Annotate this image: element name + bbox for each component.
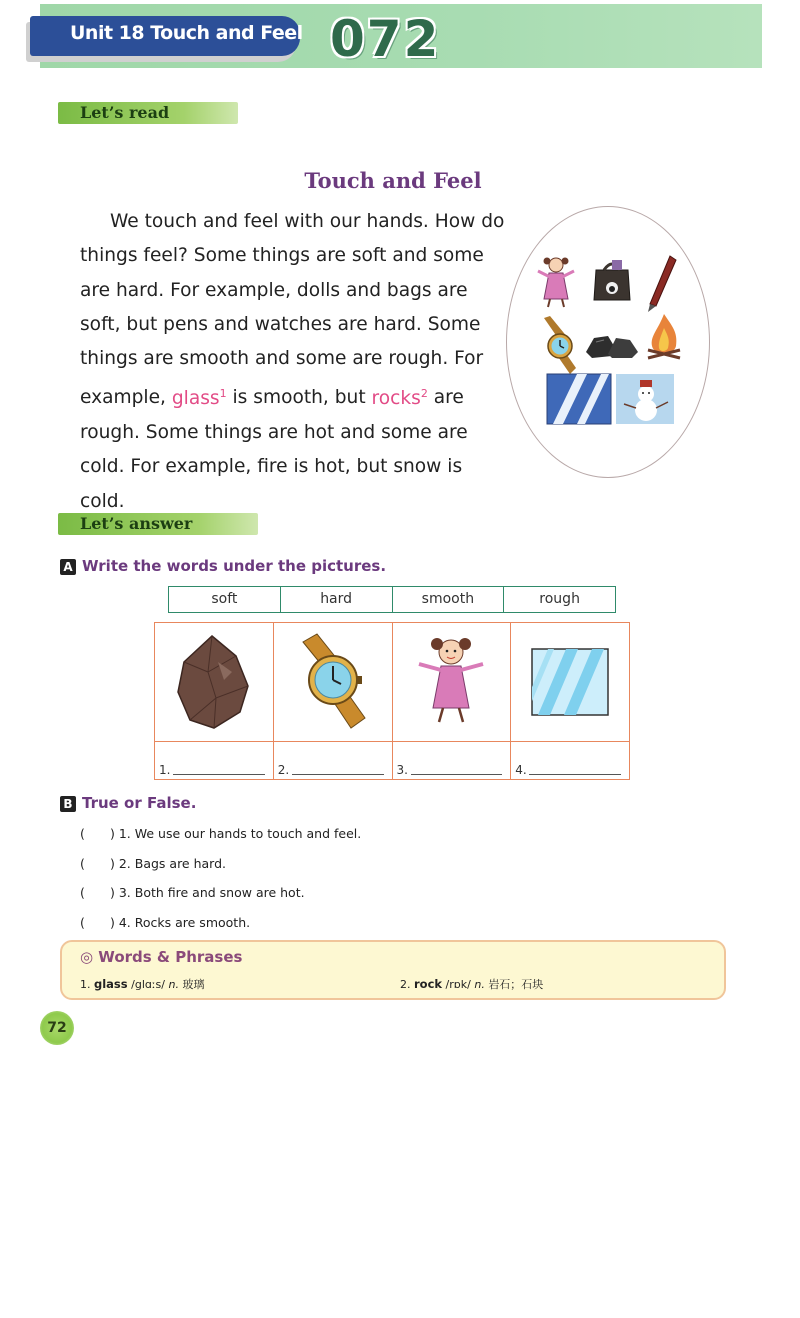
wp-item-rock: 2. rock /rɒk/ n. 岩石；石块 bbox=[400, 977, 544, 991]
part-b-badge: B bbox=[60, 796, 76, 812]
answer-num-4: 4. bbox=[515, 763, 527, 777]
doll-icon bbox=[538, 258, 574, 308]
tf-item-2: ( ) 2. Bags are hard. bbox=[80, 856, 227, 871]
doll-icon bbox=[411, 632, 491, 732]
page-code: 072 bbox=[330, 10, 441, 68]
story-sentence-2: is smooth, but bbox=[226, 387, 372, 409]
word-bank-soft: soft bbox=[169, 587, 281, 612]
wp-item-glass: 1. glass /glɑːs/ n. 玻璃 bbox=[80, 977, 205, 991]
pen-icon bbox=[648, 256, 676, 312]
answer-num-3: 3. bbox=[396, 763, 408, 777]
tf-item-3: ( ) 3. Both fire and snow are hot. bbox=[80, 885, 305, 900]
word-bank-table bbox=[168, 586, 616, 613]
picture-cell-3 bbox=[393, 623, 512, 779]
oval-illustrations bbox=[530, 250, 690, 430]
word-bank-rough: rough bbox=[539, 591, 580, 607]
fire-icon bbox=[648, 314, 680, 358]
tf-item-4: ( ) 4. Rocks are smooth. bbox=[80, 915, 251, 930]
answer-num-2: 2. bbox=[277, 763, 290, 777]
picture-cell-4 bbox=[511, 623, 629, 779]
glass-icon bbox=[530, 647, 610, 717]
watch-icon bbox=[293, 632, 373, 732]
glass-icon bbox=[547, 374, 611, 424]
story-text bbox=[80, 205, 505, 519]
word-bank-smooth: smooth bbox=[393, 587, 505, 612]
lets-read-tag: Let’s read bbox=[58, 102, 238, 124]
watch-icon bbox=[544, 316, 576, 374]
part-a-badge: A bbox=[60, 559, 76, 575]
snowman-icon bbox=[616, 374, 674, 424]
words-phrases-title: ◎ Words & Phrases bbox=[80, 948, 243, 966]
answer-num-1: 1. bbox=[159, 763, 171, 777]
vocab-glass: glass$^1$ bbox=[171, 386, 227, 409]
part-b-title: True or False. bbox=[82, 794, 197, 812]
page-number: 72 bbox=[40, 1011, 74, 1045]
vocab-rocks: rocks$^2$ bbox=[371, 386, 428, 409]
story-sentence-1: We touch and feel with our hands. How do things feel? Some things are soft and some are hard. For example, dolls and bags are soft, but pens and watches are hard. Some things are smooth and some are rough. For example, bbox=[80, 211, 505, 409]
picture-grid bbox=[154, 622, 630, 780]
story-title: Touch and Feel bbox=[304, 168, 482, 193]
answer-line-1[interactable] bbox=[173, 774, 265, 775]
part-a-title: Write the words under the pictures. bbox=[82, 557, 387, 575]
lets-answer-tag: Let’s answer bbox=[58, 513, 258, 535]
story-sentence-3: are rough. Some things are hot and some are cold. For example, fire is hot, but snow is cold. bbox=[80, 387, 468, 512]
word-bank-hard: hard bbox=[281, 587, 393, 612]
answer-line-4[interactable] bbox=[529, 774, 621, 775]
bag-icon bbox=[594, 260, 630, 300]
answer-line-3[interactable] bbox=[411, 774, 503, 775]
picture-cell-1 bbox=[155, 623, 274, 779]
rocks-icon bbox=[586, 336, 638, 358]
answer-line-2[interactable] bbox=[292, 774, 384, 775]
picture-cell-2 bbox=[274, 623, 393, 779]
rock-icon bbox=[174, 632, 254, 732]
unit-title: Unit 18 Touch and Feel bbox=[70, 22, 303, 44]
tf-item-1: ( ) 1. We use our hands to touch and feel. bbox=[80, 826, 362, 841]
